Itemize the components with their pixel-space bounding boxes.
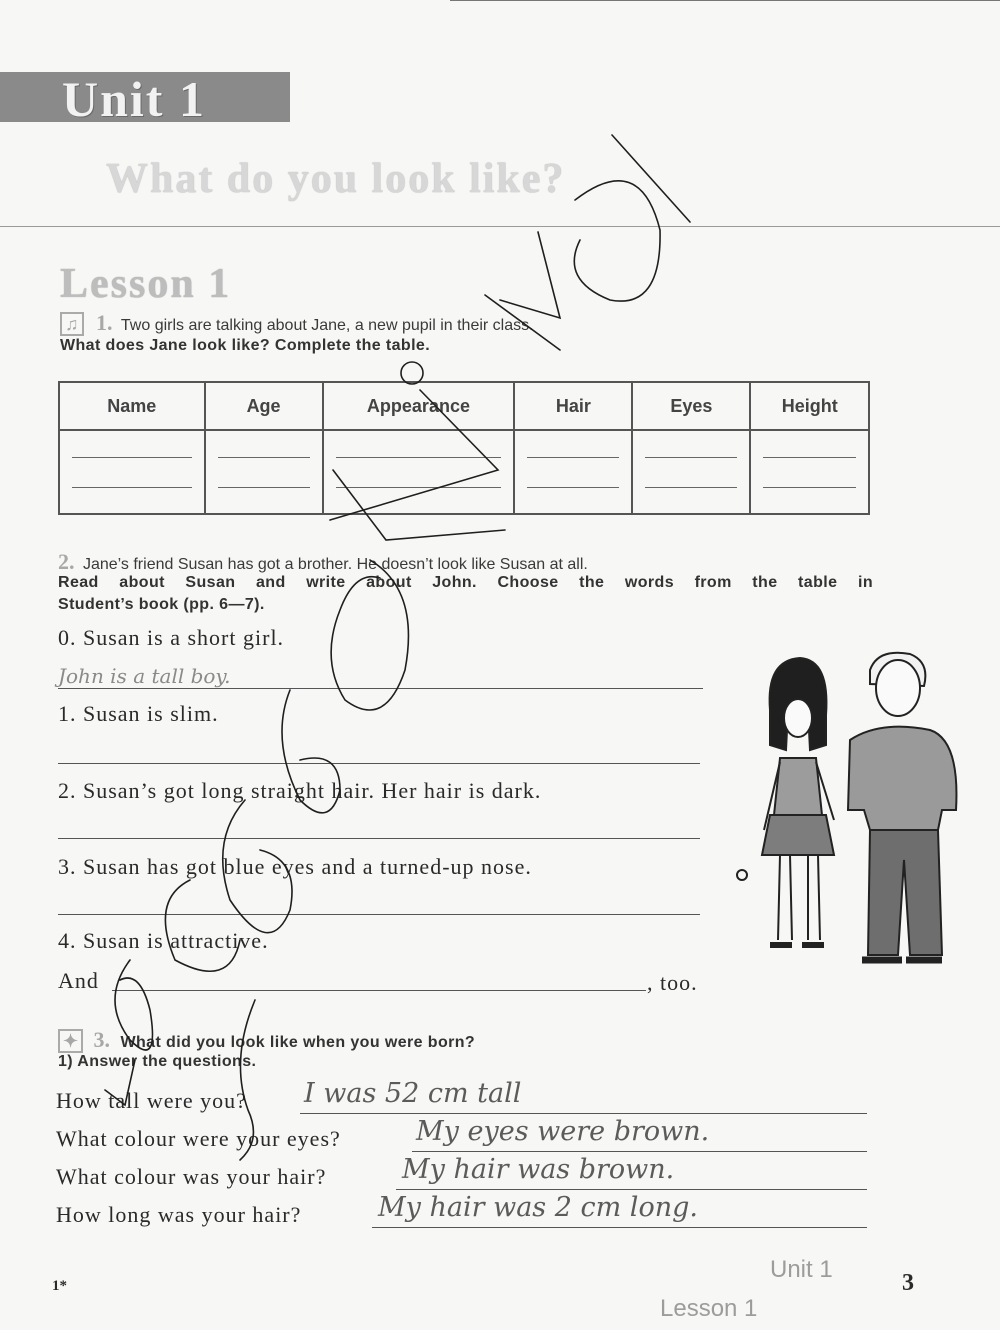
- answer-line-q4[interactable]: [372, 1227, 867, 1228]
- header-name: Name: [59, 382, 205, 430]
- exercise-1-number: 1.: [95, 310, 113, 335]
- exercise-1-instruction: What does Jane look like? Complete the table.: [60, 337, 431, 354]
- question-3: What colour was your hair?: [56, 1164, 327, 1189]
- exercise-2-item-0: 0. Susan is a short girl.: [58, 625, 285, 650]
- page-number: 3: [902, 1270, 914, 1296]
- exercise-2-instruction-1: Read about Susan and write about John. Choose the words from the table in: [58, 574, 873, 591]
- cell-name[interactable]: [59, 430, 205, 514]
- stamp-lesson: Lesson 1: [660, 1295, 758, 1322]
- answer-line-q1[interactable]: [300, 1113, 867, 1114]
- exercise-2-example-answer: John is a tall boy.: [58, 664, 231, 688]
- exercise-2-and-suffix: , too.: [647, 970, 698, 995]
- header-height: Height: [750, 382, 869, 430]
- signature-mark: 1*: [52, 1278, 67, 1294]
- unit-title: Unit 1: [62, 71, 206, 127]
- top-rule: [450, 0, 1000, 1]
- exercise-2-number: 2.: [58, 549, 75, 574]
- exercise-1-intro-row: [60, 310, 534, 336]
- answer-4: My hair was 2 cm long.: [378, 1192, 698, 1223]
- boy-figure: [848, 653, 956, 960]
- exercise-3-intro-row: [58, 1027, 475, 1053]
- exercise-2-item-2: 2. Susan’s got long straight hair. Her hair is dark.: [58, 778, 542, 803]
- answer-line-2[interactable]: [58, 838, 700, 839]
- answer-3: My hair was brown.: [402, 1154, 675, 1185]
- exercise-3-intro: What did you look like when you were born?: [120, 1034, 476, 1051]
- question-4: How long was your hair?: [56, 1202, 302, 1227]
- exercise-2-and-prefix: And: [58, 968, 99, 993]
- cell-age[interactable]: [205, 430, 323, 514]
- question-2: What colour were your eyes?: [56, 1126, 341, 1151]
- chapter-title: What do you look like?: [106, 156, 566, 202]
- answer-1: I was 52 cm tall: [304, 1078, 522, 1109]
- answer-line-0[interactable]: [58, 688, 703, 689]
- answer-line-4[interactable]: [112, 990, 646, 991]
- cell-height[interactable]: [750, 430, 869, 514]
- header-appearance: Appearance: [323, 382, 515, 430]
- girl-figure: [737, 658, 834, 945]
- cell-hair[interactable]: [514, 430, 632, 514]
- answer-line-1[interactable]: [58, 763, 700, 764]
- audio-icon: ♫: [60, 312, 84, 336]
- header-age: Age: [205, 382, 323, 430]
- star-icon: ✦: [58, 1029, 83, 1053]
- answer-2: My eyes were brown.: [416, 1116, 710, 1147]
- cell-appearance[interactable]: [323, 430, 515, 514]
- answer-line-q3[interactable]: [396, 1189, 867, 1190]
- table-answer-row: [59, 430, 869, 514]
- answer-line-3[interactable]: [58, 914, 700, 915]
- cell-eyes[interactable]: [632, 430, 750, 514]
- exercise-2-item-4: 4. Susan is attractive.: [58, 928, 269, 953]
- appearance-table: [58, 381, 870, 515]
- exercise-2-intro: Jane’s friend Susan has got a brother. He doesn’t look like Susan at all.: [82, 556, 588, 573]
- exercise-1-intro: Two girls are talking about Jane, a new pupil in their class.: [120, 317, 534, 334]
- table-header-row: [59, 382, 869, 430]
- header-hair: Hair: [514, 382, 632, 430]
- exercise-2-item-3: 3. Susan has got blue eyes and a turned-up nose.: [58, 854, 532, 879]
- exercise-2-instruction-2: Student’s book (pp. 6—7).: [58, 596, 265, 613]
- exercise-2-item-1: 1. Susan is slim.: [58, 701, 219, 726]
- exercise-2-intro-row: [58, 549, 588, 575]
- answer-line-q2[interactable]: [412, 1151, 867, 1152]
- question-1: How tall were you?: [56, 1088, 247, 1113]
- exercise-3-number: 3.: [93, 1027, 111, 1052]
- header-eyes: Eyes: [632, 382, 750, 430]
- lesson-title: Lesson 1: [60, 261, 232, 307]
- children-illustration: [730, 640, 970, 980]
- stamp-unit: Unit 1: [770, 1256, 833, 1283]
- chapter-divider: [0, 226, 1000, 227]
- exercise-3-instruction: 1) Answer the questions.: [58, 1053, 257, 1070]
